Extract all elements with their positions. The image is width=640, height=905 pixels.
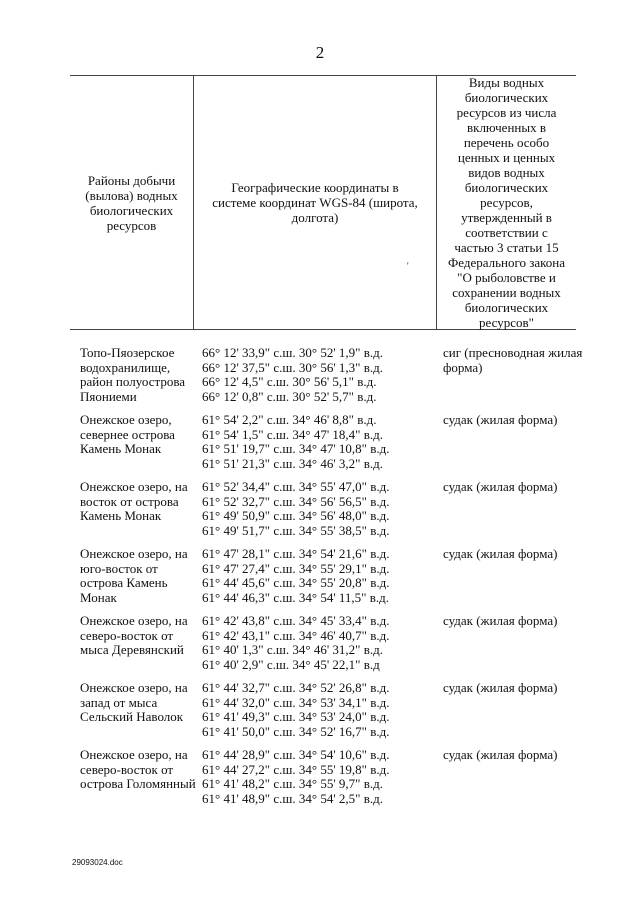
table-row <box>0 413 640 480</box>
stray-mark: ' <box>407 261 409 271</box>
header-col-regions: Районы добычи (вылова) водных биологических ресурсов <box>85 172 178 233</box>
coord-line: 61° 41' 48,2" с.ш. 34° 55' 9,7" в.д. <box>202 776 383 792</box>
header-col-species: Виды водных биологических ресурсов из числа включенных в перечень особо ценных и ценных видов водных биологических ресурсов, утвержденный в соответствии с частью 3 статьи 15 Федерального закона "О рыболовстве и сохранении водных биологических ресурсов" <box>447 75 566 330</box>
coord-line: 61° 44' 45,6" с.ш. 34° 55' 20,8" в.д. <box>202 575 390 591</box>
table-row <box>0 681 640 748</box>
page-number: 2 <box>315 43 325 62</box>
coord-line: 61° 42' 43,1" с.ш. 34° 46' 40,7" в.д. <box>202 627 390 643</box>
table-header <box>70 75 576 330</box>
region-cell: Онежское озеро, севернее острова Камень Монак <box>80 412 175 457</box>
table-row <box>0 748 640 815</box>
coord-line: 61° 54' 2,2" с.ш. 34° 46' 8,8" в.д. <box>202 412 377 427</box>
coord-line: 61° 51' 19,7" с.ш. 34° 47' 10,8" в.д. <box>202 441 390 457</box>
species-cell: сиг (пресноводная жилая форма) <box>443 345 583 375</box>
table-body <box>0 346 640 815</box>
table-row <box>0 614 640 681</box>
species-cell: судак (жилая форма) <box>443 613 558 628</box>
species-cell: судак (жилая форма) <box>443 412 558 427</box>
species-cell: судак (жилая форма) <box>443 479 558 494</box>
coord-line: 61° 41' 50,0" с.ш. 34° 52' 16,7" в.д. <box>202 723 390 739</box>
coord-line: 61° 42' 43,8" с.ш. 34° 45' 33,4" в.д. <box>202 613 390 628</box>
region-cell: Онежское озеро, на северо-восток от мыса Деревянский <box>80 613 188 658</box>
coord-line: 61° 44' 28,9" с.ш. 34° 54' 10,6" в.д. <box>202 747 390 762</box>
species-cell: судак (жилая форма) <box>443 747 558 762</box>
table-row <box>0 346 640 413</box>
region-cell: Онежское озеро, на юго-восток от острова Камень Монак <box>80 546 188 605</box>
coords-cell <box>202 413 432 471</box>
species-cell: судак (жилая форма) <box>443 680 558 695</box>
coord-line: 61° 54' 1,5" с.ш. 34° 47' 18,4" в.д. <box>202 426 383 442</box>
header-col-coordinates: Географические координаты в системе координат WGS-84 (широта, долгота) <box>193 76 437 329</box>
table-row <box>0 480 640 547</box>
coords-cell <box>202 346 432 404</box>
coords-cell <box>202 614 432 672</box>
coord-line: 61° 49' 51,7" с.ш. 34° 55' 38,5" в.д. <box>202 522 390 538</box>
coords-cell <box>202 681 432 739</box>
coord-line: 61° 40' 2,9" с.ш. 34° 45' 22,1" в.д <box>202 656 380 672</box>
coord-line: 61° 47' 28,1" с.ш. 34° 54' 21,6" в.д. <box>202 546 390 561</box>
coord-line: 61° 47' 27,4" с.ш. 34° 55' 29,1" в.д. <box>202 560 390 576</box>
document-filename: 29093024.doc <box>72 858 123 867</box>
coord-line: 61° 51' 21,3" с.ш. 34° 46' 3,2" в.д. <box>202 455 383 471</box>
coord-line: 61° 52' 34,4" с.ш. 34° 55' 47,0" в.д. <box>202 479 390 494</box>
region-cell: Онежское озеро, на восток от острова Камень Монак <box>80 479 188 524</box>
region-cell: Топо-Пяозерское водохранилище, район полуострова Пяониеми <box>80 345 186 404</box>
coord-line: 61° 44' 46,3" с.ш. 34° 54' 11,5" в.д. <box>202 589 389 605</box>
coord-line: 61° 41' 48,9" с.ш. 34° 54' 2,5" в.д. <box>202 790 383 806</box>
coords-cell <box>202 480 432 538</box>
coord-line: 61° 52' 32,7" с.ш. 34° 56' 56,5" в.д. <box>202 493 390 509</box>
coords-cell <box>202 547 432 605</box>
coord-line: 66° 12' 37,5" с.ш. 30° 56' 1,3" в.д. <box>202 359 383 375</box>
coords-cell <box>202 748 432 806</box>
species-cell: судак (жилая форма) <box>443 546 558 561</box>
coord-line: 61° 41' 49,3" с.ш. 34° 53' 24,0" в.д. <box>202 709 390 725</box>
coord-line: 61° 40' 1,3" с.ш. 34° 46' 31,2" в.д. <box>202 642 383 658</box>
coord-line: 66° 12' 4,5" с.ш. 30° 56' 5,1" в.д. <box>202 374 377 390</box>
coord-line: 61° 44' 32,7" с.ш. 34° 52' 26,8" в.д. <box>202 680 390 695</box>
region-cell: Онежское озеро, на запад от мыса Сельский Наволок <box>80 680 188 725</box>
table-row <box>0 547 640 614</box>
region-cell: Онежское озеро, на северо-восток от острова Голомянный <box>80 747 196 792</box>
coord-line: 61° 49' 50,9" с.ш. 34° 56' 48,0" в.д. <box>202 508 390 524</box>
coord-line: 66° 12' 0,8" с.ш. 30° 52' 5,7" в.д. <box>202 388 377 404</box>
coord-line: 66° 12' 33,9" с.ш. 30° 52' 1,9" в.д. <box>202 345 383 360</box>
coord-line: 61° 44' 27,2" с.ш. 34° 55' 19,8" в.д. <box>202 761 390 777</box>
coord-line: 61° 44' 32,0" с.ш. 34° 53' 34,1" в.д. <box>202 694 390 710</box>
